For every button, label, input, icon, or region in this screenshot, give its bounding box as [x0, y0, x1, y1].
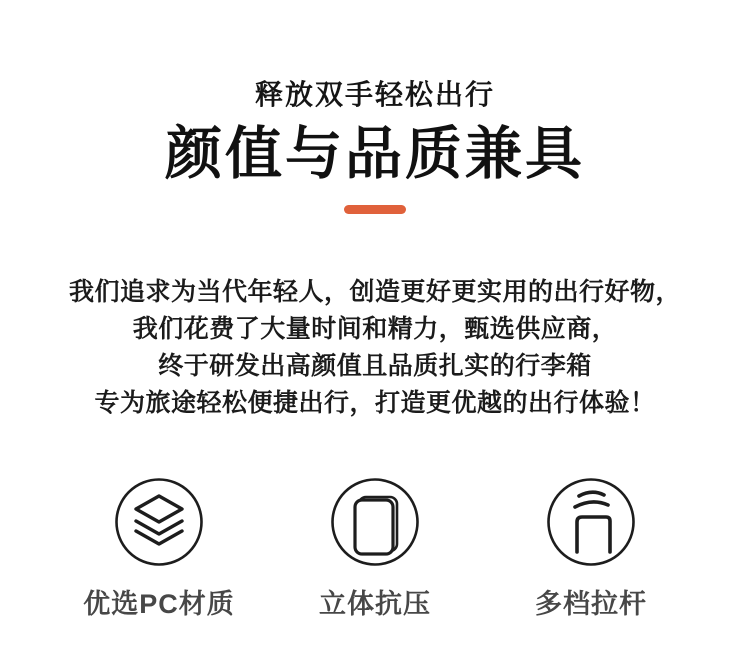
intro-line: 专为旅途轻松便捷出行，打造更优越的出行体验！	[94, 389, 656, 417]
intro-paragraph	[0, 274, 750, 422]
accent-divider	[344, 205, 406, 214]
feature-label: 立体抗压	[319, 589, 431, 619]
feature-trolley-handle	[505, 477, 677, 620]
feature-label: 多档拉杆	[535, 589, 647, 619]
intro-line: 终于研发出高颜值且品质扎实的行李箱	[158, 352, 592, 380]
suitcase-shell-icon	[330, 477, 420, 567]
features-row	[0, 477, 750, 620]
hero-subtitle: 释放双手轻松出行	[254, 79, 495, 110]
page-title: 颜值与品质兼具	[165, 122, 585, 186]
intro-line: 我们花费了大量时间和精力，甄选供应商，	[132, 315, 618, 343]
feature-pc-material	[73, 477, 245, 620]
feature-pressure-resist	[289, 477, 461, 620]
trolley-handle-icon	[546, 477, 636, 567]
feature-label: 优选PC材质	[83, 589, 235, 619]
intro-line: 我们追求为当代年轻人，创造更好更实用的出行好物，	[68, 278, 681, 306]
layers-icon	[114, 477, 204, 567]
